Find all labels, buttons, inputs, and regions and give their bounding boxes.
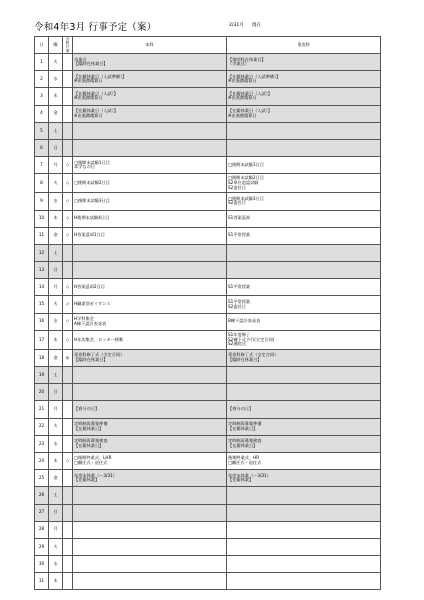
weekday-cell: 金 (49, 470, 63, 487)
event-line: 年度末休業（〜3/31） (74, 472, 117, 478)
event-line: ※出張費精算日 (228, 78, 257, 84)
event-line: 【臨時在休業日】 (74, 61, 108, 67)
schedule-row (35, 54, 381, 71)
advanced-course-cell (227, 313, 381, 330)
event-line: 【在籍休業】 (74, 477, 100, 483)
event-line: 【在籍休業日】 (74, 425, 104, 431)
schedule-row (35, 313, 381, 330)
schedule-row (35, 452, 381, 469)
weekday-cell: 月 (49, 157, 63, 174)
event-line: 【在籍休業日（入試）】 (228, 108, 272, 114)
event-line: ※出張費精算日 (228, 112, 257, 118)
event-line: 【臨時在休業日】 (228, 356, 262, 362)
advanced-course-cell (227, 88, 381, 105)
header-row (35, 37, 381, 54)
schedule-row (35, 262, 381, 279)
header-school-event: 全校行事 (63, 37, 73, 54)
school-event-mark (63, 244, 73, 261)
day-cell: 6 (35, 139, 49, 156)
main-course-cell (73, 54, 227, 71)
weekday-cell: 金 (49, 105, 63, 122)
main-course-cell (73, 452, 227, 469)
advanced-course-cell (227, 279, 381, 296)
event-line: S1平常授業 (228, 284, 251, 290)
day-cell: 18 (35, 349, 49, 366)
school-event-mark (63, 105, 73, 122)
main-course-cell (73, 521, 227, 538)
school-event-mark: ◇ (63, 210, 73, 227)
schedule-row (35, 244, 381, 261)
event-line: 専攻科修了式（全定合同） (228, 352, 279, 358)
weekday-cell: 木 (49, 452, 63, 469)
main-course-cell (73, 88, 227, 105)
day-cell: 29 (35, 538, 49, 555)
main-course-cell (73, 262, 227, 279)
advanced-course-cell (227, 71, 381, 88)
school-event-mark (63, 573, 73, 590)
weekday-cell: 木 (49, 210, 63, 227)
school-event-mark (63, 139, 73, 156)
main-course-cell (73, 504, 227, 521)
weekday-cell: 火 (49, 296, 63, 313)
weekday-cell: 土 (49, 122, 63, 139)
schedule-row (35, 367, 381, 384)
advanced-course-cell (227, 504, 381, 521)
event-line: □後期末試験3日目 (74, 198, 110, 204)
weekday-cell: 土 (49, 367, 63, 384)
weekday-cell: 木 (49, 330, 63, 349)
weekday-cell: 日 (49, 384, 63, 401)
school-event-mark (63, 384, 73, 401)
day-cell: 13 (35, 262, 49, 279)
schedule-row (35, 435, 381, 452)
advanced-course-cell (227, 401, 381, 418)
weekday-cell: 火 (49, 418, 63, 435)
main-course-cell (73, 296, 227, 313)
weekday-cell: 火 (49, 54, 63, 71)
event-line: A棟下認計表発表 (74, 320, 107, 326)
event-line: S2委任日 (228, 184, 246, 190)
schedule-row (35, 538, 381, 555)
schedule-row (35, 384, 381, 401)
event-line: 本学なの日 (74, 164, 95, 170)
event-line: 【在籍休業日（入試準備）】 (228, 73, 281, 79)
day-cell: 7 (35, 157, 49, 174)
school-event-mark (63, 122, 73, 139)
weekday-cell: 金 (49, 227, 63, 244)
event-line: S2通院式 (228, 341, 246, 347)
schedule-row (35, 279, 381, 296)
school-event-mark: ◇ (63, 227, 73, 244)
day-cell: 26 (35, 487, 49, 504)
advanced-course-cell (227, 193, 381, 210)
event-line: 定時制再募集検査 (74, 438, 108, 444)
school-event-mark: ◇ (63, 452, 73, 469)
event-line: □後期末試験2日目 (228, 175, 264, 181)
event-line: □離任式・退任式 (228, 460, 262, 466)
weekday-cell: 火 (49, 538, 63, 555)
main-course-cell (73, 470, 227, 487)
school-event-mark (63, 556, 73, 573)
schedule-row (35, 470, 381, 487)
day-cell: 23 (35, 435, 49, 452)
schedule-row (35, 330, 381, 349)
event-line: H後期末試験4日目 (74, 215, 110, 221)
event-line: □後期末試験1日目 (228, 161, 264, 167)
weekday-cell: 水 (49, 313, 63, 330)
weekday-cell: 土 (49, 487, 63, 504)
main-course-cell (73, 279, 227, 296)
day-cell: 3 (35, 88, 49, 105)
day-cell: 5 (35, 122, 49, 139)
school-event-mark (63, 538, 73, 555)
main-course-cell (73, 556, 227, 573)
main-course-cell (73, 313, 227, 330)
schedule-row (35, 349, 381, 366)
event-line: 定時制再募集準備 (74, 421, 108, 427)
advanced-course-cell (227, 349, 381, 366)
event-line: 【在籍休業日】 (74, 442, 104, 448)
weekday-cell: 木 (49, 88, 63, 105)
event-line: S1平常授業 (228, 232, 251, 238)
event-line: S2単位追認試験 (228, 180, 259, 186)
school-event-mark (63, 401, 73, 418)
advanced-course-cell (227, 244, 381, 261)
event-line: S2委任日 (228, 200, 246, 206)
advanced-course-cell (227, 227, 381, 244)
main-course-cell (73, 367, 227, 384)
main-course-cell (73, 538, 227, 555)
event-line: ※出張費精算日 (74, 95, 103, 101)
event-line: H年次集会、ロッカー移動 (74, 336, 124, 342)
event-line: 【春分の日】 (228, 406, 254, 412)
schedule-row (35, 504, 381, 521)
advanced-course-cell (227, 174, 381, 193)
header-day: 日 (35, 37, 49, 54)
day-cell: 19 (35, 367, 49, 384)
event-line: S2委任日 (228, 303, 246, 309)
advanced-course-cell (227, 538, 381, 555)
main-course-cell (73, 384, 227, 401)
weekday-cell: 日 (49, 504, 63, 521)
advanced-course-cell (227, 452, 381, 469)
advanced-course-cell (227, 210, 381, 227)
schedule-row (35, 193, 381, 210)
event-line: H答案返却1日目 (74, 232, 105, 238)
weekday-cell: 月 (49, 401, 63, 418)
schedule-row (35, 487, 381, 504)
as-of-date-value: 2/31月 (229, 23, 244, 28)
day-cell: 25 (35, 470, 49, 487)
event-line: 【在籍休業】 (228, 477, 254, 483)
advanced-course-cell (227, 556, 381, 573)
day-cell: 24 (35, 452, 49, 469)
event-line: □離任式・退任式 (74, 460, 108, 466)
main-course-cell (73, 157, 227, 174)
main-course-cell (73, 401, 227, 418)
school-event-mark (63, 487, 73, 504)
day-cell: 30 (35, 556, 49, 573)
schedule-row (35, 210, 381, 227)
school-event-mark: ◎ (63, 349, 73, 366)
event-line: H学科集会 (74, 316, 94, 322)
event-line: 定時制再募集準備 (228, 421, 262, 427)
event-line: 【在籍休業日（入試）】 (74, 90, 118, 96)
day-cell: 28 (35, 521, 49, 538)
main-course-cell (73, 573, 227, 590)
event-line: S2棟下式予行(全定合同) (228, 336, 275, 342)
main-course-cell (73, 193, 227, 210)
school-event-mark (63, 262, 73, 279)
weekday-cell: 水 (49, 193, 63, 210)
day-cell: 12 (35, 244, 49, 261)
event-line: 【在籍休業日】 (228, 442, 258, 448)
school-event-mark (63, 521, 73, 538)
schedule-row (35, 418, 381, 435)
weekday-cell: 火 (49, 174, 63, 193)
event-line: 専攻科修了式（全定合同） (74, 352, 125, 358)
school-event-mark: ◇ (63, 193, 73, 210)
day-cell: 16 (35, 313, 49, 330)
advanced-course-cell (227, 54, 381, 71)
school-event-mark: ◇ (63, 330, 73, 349)
event-line: □後期末試験3日目 (228, 195, 264, 201)
advanced-course-cell (227, 330, 381, 349)
schedule-table (34, 36, 381, 590)
weekday-cell: 月 (49, 521, 63, 538)
schedule-row (35, 521, 381, 538)
school-event-mark: ◇ (63, 313, 73, 330)
schedule-row (35, 139, 381, 156)
school-event-mark (63, 435, 73, 452)
event-line: 【在籍休業日（入試準備）】 (74, 73, 127, 79)
event-line: 【臨時在休業日】 (74, 356, 108, 362)
event-line: 年度末休業（〜3/31） (228, 472, 271, 478)
schedule-body (35, 54, 381, 590)
schedule-row (35, 71, 381, 88)
day-cell: 2 (35, 71, 49, 88)
weekday-cell: 木 (49, 573, 63, 590)
header-weekday: 曜 (49, 37, 63, 54)
day-cell: 27 (35, 504, 49, 521)
advanced-course-cell (227, 122, 381, 139)
schedule-row (35, 227, 381, 244)
schedule-row (35, 556, 381, 573)
main-course-cell (73, 227, 227, 244)
school-event-mark (63, 504, 73, 521)
event-line: （卒業式） (228, 61, 249, 67)
schedule-row (35, 296, 381, 313)
event-line: 【第四科在休業日】 (228, 56, 266, 62)
school-event-mark (63, 54, 73, 71)
main-course-cell (73, 210, 227, 227)
event-line: 後期終業式、HR (228, 455, 260, 461)
weekday-cell: 月 (49, 279, 63, 296)
main-course-cell (73, 174, 227, 193)
event-line: ※出張費精算日 (74, 112, 103, 118)
day-cell: 1 (35, 54, 49, 71)
event-line: H職業別ガイダンス (74, 301, 111, 307)
main-course-cell (73, 349, 227, 366)
day-cell: 9 (35, 193, 49, 210)
advanced-course-cell (227, 470, 381, 487)
school-event-mark: ◇ (63, 296, 73, 313)
event-line: 卒業式 (74, 56, 87, 62)
advanced-course-cell (227, 105, 381, 122)
event-line: ※出張費精算日 (74, 78, 103, 84)
day-cell: 22 (35, 418, 49, 435)
day-cell: 20 (35, 384, 49, 401)
main-course-cell (73, 487, 227, 504)
event-line: 【在籍休業日（入試）】 (228, 90, 272, 96)
schedule-row (35, 105, 381, 122)
advanced-course-cell (227, 487, 381, 504)
main-course-cell (73, 71, 227, 88)
advanced-course-cell (227, 435, 381, 452)
advanced-course-cell (227, 384, 381, 401)
event-line: H答案返却2日目 (74, 284, 105, 290)
event-line: 【春分の日】 (74, 406, 100, 412)
advanced-course-cell (227, 139, 381, 156)
school-event-mark: ◇ (63, 279, 73, 296)
main-course-cell (73, 122, 227, 139)
school-event-mark (63, 418, 73, 435)
main-course-cell (73, 244, 227, 261)
day-cell: 17 (35, 330, 49, 349)
main-course-cell (73, 105, 227, 122)
day-cell: 21 (35, 401, 49, 418)
day-cell: 4 (35, 105, 49, 122)
event-line: 定時制再募集検査 (228, 438, 262, 444)
event-line: 【在籍休業日】 (228, 425, 258, 431)
advanced-course-cell (227, 521, 381, 538)
schedule-row (35, 401, 381, 418)
school-event-mark (63, 470, 73, 487)
weekday-cell: 水 (49, 71, 63, 88)
school-event-mark (63, 367, 73, 384)
page-title: 令和4年3月 行事予定（案） (34, 22, 157, 33)
event-line: 【在籍休業日（入試）】 (74, 108, 118, 114)
event-line: □後期末試験1日目 (74, 159, 110, 165)
event-line: B棟下認計表発表 (228, 318, 261, 324)
day-cell: 15 (35, 296, 49, 313)
main-course-cell (73, 139, 227, 156)
school-event-mark (63, 71, 73, 88)
school-event-mark: ◇ (63, 174, 73, 193)
day-cell: 31 (35, 573, 49, 590)
day-cell: 8 (35, 174, 49, 193)
day-cell: 10 (35, 210, 49, 227)
event-line: □後期末試験2日目 (74, 180, 110, 186)
as-of-suffix: 現在 (251, 23, 262, 28)
advanced-course-cell (227, 296, 381, 313)
schedule-row (35, 174, 381, 193)
advanced-course-cell (227, 367, 381, 384)
schedule-row (35, 157, 381, 174)
event-line: S1年度修了 (228, 331, 251, 337)
weekday-cell: 日 (49, 139, 63, 156)
main-course-cell (73, 330, 227, 349)
event-line: ※出張費精算日 (228, 95, 257, 101)
advanced-course-cell (227, 573, 381, 590)
header-main-course: 本科 (73, 37, 227, 54)
day-cell: 11 (35, 227, 49, 244)
weekday-cell: 日 (49, 262, 63, 279)
advanced-course-cell (227, 262, 381, 279)
day-cell: 14 (35, 279, 49, 296)
main-course-cell (73, 435, 227, 452)
school-event-mark: ◇ (63, 157, 73, 174)
event-line: □後期終業式、LHR (74, 455, 112, 461)
schedule-row (35, 573, 381, 590)
schedule-row (35, 88, 381, 105)
weekday-cell: 水 (49, 556, 63, 573)
main-course-cell (73, 418, 227, 435)
advanced-course-cell (227, 418, 381, 435)
weekday-cell: 水 (49, 435, 63, 452)
weekday-cell: 金 (49, 349, 63, 366)
event-line: S1平常授業 (228, 298, 251, 304)
advanced-course-cell (227, 157, 381, 174)
school-event-mark (63, 88, 73, 105)
header-advanced-course: 専攻科 (227, 37, 381, 54)
schedule-row (35, 122, 381, 139)
weekday-cell: 土 (49, 244, 63, 261)
event-line: S1答案返却 (228, 215, 251, 221)
as-of-date (229, 22, 269, 28)
